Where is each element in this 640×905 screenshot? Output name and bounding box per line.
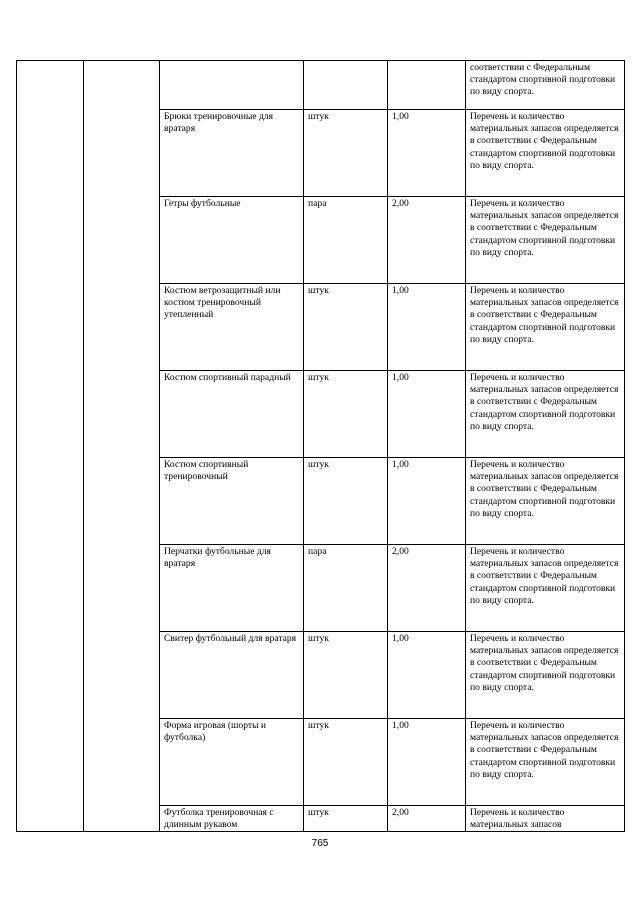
- cell-item-name: Костюм спортивный тренировочный: [160, 458, 304, 545]
- cell-quantity: 1,00: [388, 458, 466, 545]
- cell-note: Перечень и количество материальных запасов определяется в соответствии с Федеральным стандартом спортивной подготовки по виду спорта.: [466, 458, 625, 545]
- cell-quantity: 1,00: [388, 719, 466, 806]
- cell-item-name: Гетры футбольные: [160, 197, 304, 284]
- cell-merged-col-1: [17, 61, 84, 832]
- cell-note: Перечень и количество материальных запасов определяется в соответствии с Федеральным стандартом спортивной подготовки по виду спорта.: [466, 632, 625, 719]
- cell-quantity: 1,00: [388, 284, 466, 371]
- cell-unit: штук: [304, 284, 388, 371]
- cell-item-name: Свитер футбольный для вратаря: [160, 632, 304, 719]
- cell-unit: пара: [304, 197, 388, 284]
- cell-note: Перечень и количество материальных запасов определяется в соответствии с Федеральным стандартом спортивной подготовки по виду спорта.: [466, 545, 625, 632]
- cell-note: Перечень и количество материальных запасов определяется в соответствии с Федеральным стандартом спортивной подготовки по виду спорта.: [466, 371, 625, 458]
- cell-item-name: [160, 61, 304, 110]
- cell-unit: штук: [304, 110, 388, 197]
- cell-unit: штук: [304, 632, 388, 719]
- cell-quantity: 1,00: [388, 110, 466, 197]
- cell-item-name: Брюки тренировочные для вратаря: [160, 110, 304, 197]
- table-row-continuation: [17, 61, 625, 110]
- cell-note: Перечень и количество материальных запасов определяется в соответствии с Федеральным стандартом спортивной подготовки по виду спорта.: [466, 719, 625, 806]
- cell-note: Перечень и количество материальных запасов: [466, 806, 625, 832]
- cell-unit: штук: [304, 806, 388, 832]
- cell-note: соответствии с Федеральным стандартом спортивной подготовки по виду спорта.: [466, 61, 625, 110]
- cell-merged-col-2: [84, 61, 160, 832]
- cell-note: Перечень и количество материальных запасов определяется в соответствии с Федеральным стандартом спортивной подготовки по виду спорта.: [466, 110, 625, 197]
- cell-unit: штук: [304, 458, 388, 545]
- page-number: 765: [311, 838, 329, 849]
- materials-table: [16, 60, 625, 832]
- cell-quantity: 2,00: [388, 806, 466, 832]
- cell-quantity: [388, 61, 466, 110]
- cell-item-name: Форма игровая (шорты и футболка): [160, 719, 304, 806]
- cell-item-name: Футболка тренировочная с длинным рукавом: [160, 806, 304, 832]
- cell-item-name: Костюм ветрозащитный или костюм тренировочный утепленный: [160, 284, 304, 371]
- cell-unit: пара: [304, 545, 388, 632]
- cell-unit: штук: [304, 719, 388, 806]
- cell-quantity: 2,00: [388, 545, 466, 632]
- materials-table-body: [17, 61, 625, 832]
- cell-note: Перечень и количество материальных запасов определяется в соответствии с Федеральным стандартом спортивной подготовки по виду спорта.: [466, 284, 625, 371]
- cell-note: Перечень и количество материальных запасов определяется в соответствии с Федеральным стандартом спортивной подготовки по виду спорта.: [466, 197, 625, 284]
- cell-unit: штук: [304, 371, 388, 458]
- cell-item-name: Костюм спортивный парадный: [160, 371, 304, 458]
- cell-quantity: 2,00: [388, 197, 466, 284]
- cell-item-name: Перчатки футбольные для вратаря: [160, 545, 304, 632]
- cell-unit: [304, 61, 388, 110]
- cell-quantity: 1,00: [388, 371, 466, 458]
- cell-quantity: 1,00: [388, 632, 466, 719]
